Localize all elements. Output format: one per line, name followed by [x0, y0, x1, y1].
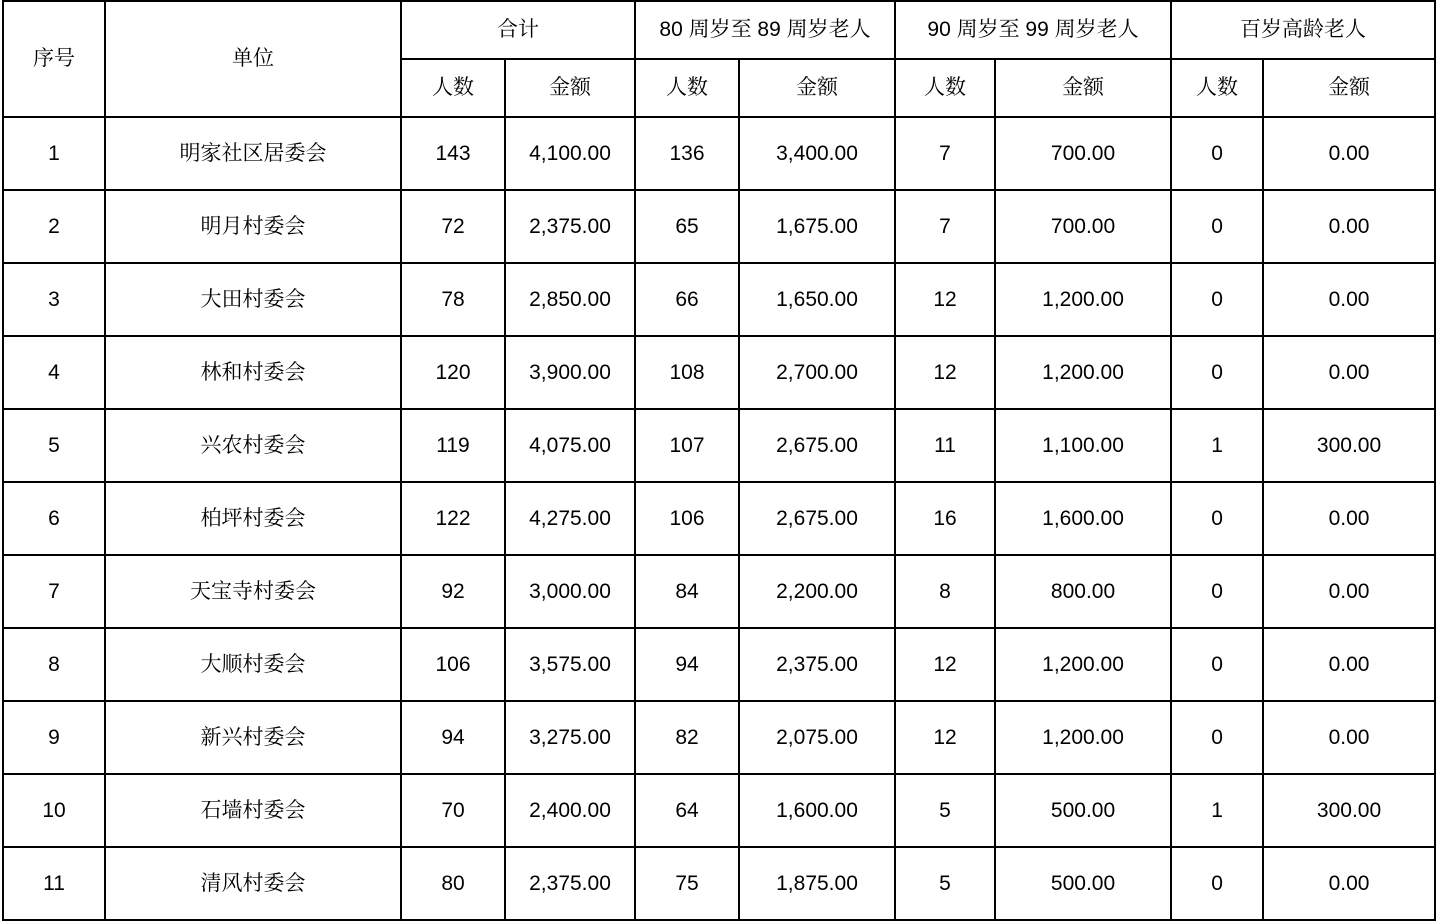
cell-80-89-amount: 2,700.00	[739, 336, 895, 409]
table-row	[3, 117, 1435, 190]
cell-90-99-people: 8	[895, 555, 995, 628]
cell-90-99-people: 7	[895, 117, 995, 190]
table-row	[3, 263, 1435, 336]
cell-unit: 新兴村委会	[105, 701, 401, 774]
cell-centenarian-amount: 0.00	[1263, 482, 1435, 555]
cell-unit: 大田村委会	[105, 263, 401, 336]
cell-seq: 10	[3, 774, 105, 847]
table-row	[3, 190, 1435, 263]
cell-80-89-amount: 1,650.00	[739, 263, 895, 336]
cell-unit: 兴农村委会	[105, 409, 401, 482]
cell-90-99-amount: 700.00	[995, 117, 1171, 190]
cell-80-89-people: 136	[635, 117, 739, 190]
cell-90-99-amount: 1,200.00	[995, 628, 1171, 701]
cell-unit: 大顺村委会	[105, 628, 401, 701]
cell-90-99-people: 12	[895, 701, 995, 774]
cell-90-99-people: 12	[895, 628, 995, 701]
table-row	[3, 701, 1435, 774]
cell-90-99-people: 11	[895, 409, 995, 482]
cell-80-89-amount: 2,200.00	[739, 555, 895, 628]
cell-80-89-people: 75	[635, 847, 739, 920]
header-group-90-99: 90 周岁至 99 周岁老人	[895, 1, 1171, 59]
cell-unit: 清风村委会	[105, 847, 401, 920]
cell-80-89-amount: 2,375.00	[739, 628, 895, 701]
cell-total-people: 72	[401, 190, 505, 263]
cell-90-99-amount: 1,200.00	[995, 336, 1171, 409]
cell-total-amount: 2,375.00	[505, 847, 635, 920]
cell-80-89-people: 94	[635, 628, 739, 701]
cell-centenarian-amount: 0.00	[1263, 555, 1435, 628]
cell-80-89-amount: 3,400.00	[739, 117, 895, 190]
cell-unit: 柏坪村委会	[105, 482, 401, 555]
cell-total-people: 106	[401, 628, 505, 701]
cell-centenarian-amount: 300.00	[1263, 409, 1435, 482]
cell-centenarian-people: 0	[1171, 336, 1263, 409]
cell-90-99-amount: 1,100.00	[995, 409, 1171, 482]
cell-total-people: 143	[401, 117, 505, 190]
cell-seq: 7	[3, 555, 105, 628]
cell-total-people: 119	[401, 409, 505, 482]
header-seq: 序号	[3, 1, 105, 117]
table-row	[3, 482, 1435, 555]
header-centenarian-amount: 金额	[1263, 59, 1435, 117]
cell-centenarian-people: 0	[1171, 482, 1263, 555]
cell-seq: 1	[3, 117, 105, 190]
cell-centenarian-people: 1	[1171, 409, 1263, 482]
cell-total-amount: 3,575.00	[505, 628, 635, 701]
table-row	[3, 555, 1435, 628]
header-group-centenarian: 百岁高龄老人	[1171, 1, 1435, 59]
cell-seq: 6	[3, 482, 105, 555]
cell-unit: 明月村委会	[105, 190, 401, 263]
cell-total-amount: 3,275.00	[505, 701, 635, 774]
cell-total-people: 92	[401, 555, 505, 628]
header-unit: 单位	[105, 1, 401, 117]
table-body	[3, 117, 1435, 920]
table-row	[3, 847, 1435, 920]
cell-80-89-amount: 2,675.00	[739, 409, 895, 482]
cell-seq: 2	[3, 190, 105, 263]
cell-seq: 11	[3, 847, 105, 920]
header-80-89-amount: 金额	[739, 59, 895, 117]
cell-total-people: 120	[401, 336, 505, 409]
cell-80-89-people: 107	[635, 409, 739, 482]
cell-seq: 4	[3, 336, 105, 409]
header-centenarian-people: 人数	[1171, 59, 1263, 117]
cell-centenarian-people: 0	[1171, 263, 1263, 336]
header-80-89-people: 人数	[635, 59, 739, 117]
cell-total-people: 70	[401, 774, 505, 847]
cell-90-99-amount: 800.00	[995, 555, 1171, 628]
cell-80-89-amount: 1,600.00	[739, 774, 895, 847]
cell-unit: 林和村委会	[105, 336, 401, 409]
cell-80-89-people: 64	[635, 774, 739, 847]
cell-centenarian-people: 0	[1171, 190, 1263, 263]
cell-centenarian-amount: 0.00	[1263, 263, 1435, 336]
cell-90-99-people: 12	[895, 336, 995, 409]
table-row	[3, 336, 1435, 409]
table-header	[3, 1, 1435, 117]
cell-90-99-people: 5	[895, 774, 995, 847]
header-90-99-people: 人数	[895, 59, 995, 117]
cell-80-89-amount: 1,675.00	[739, 190, 895, 263]
table-row	[3, 774, 1435, 847]
header-total-amount: 金额	[505, 59, 635, 117]
cell-80-89-amount: 1,875.00	[739, 847, 895, 920]
cell-centenarian-people: 0	[1171, 701, 1263, 774]
cell-90-99-amount: 1,600.00	[995, 482, 1171, 555]
cell-80-89-people: 82	[635, 701, 739, 774]
cell-90-99-people: 16	[895, 482, 995, 555]
cell-90-99-people: 5	[895, 847, 995, 920]
elderly-subsidy-table	[2, 0, 1436, 921]
cell-90-99-amount: 1,200.00	[995, 263, 1171, 336]
cell-centenarian-people: 1	[1171, 774, 1263, 847]
cell-80-89-people: 108	[635, 336, 739, 409]
cell-centenarian-people: 0	[1171, 847, 1263, 920]
cell-centenarian-amount: 0.00	[1263, 190, 1435, 263]
cell-80-89-people: 66	[635, 263, 739, 336]
cell-seq: 8	[3, 628, 105, 701]
cell-total-amount: 4,075.00	[505, 409, 635, 482]
cell-90-99-people: 12	[895, 263, 995, 336]
cell-total-people: 94	[401, 701, 505, 774]
cell-seq: 9	[3, 701, 105, 774]
cell-80-89-people: 106	[635, 482, 739, 555]
cell-total-amount: 2,400.00	[505, 774, 635, 847]
cell-centenarian-amount: 0.00	[1263, 117, 1435, 190]
cell-total-amount: 3,000.00	[505, 555, 635, 628]
cell-90-99-people: 7	[895, 190, 995, 263]
cell-centenarian-people: 0	[1171, 117, 1263, 190]
cell-90-99-amount: 700.00	[995, 190, 1171, 263]
cell-unit: 石墙村委会	[105, 774, 401, 847]
cell-90-99-amount: 500.00	[995, 847, 1171, 920]
cell-total-people: 78	[401, 263, 505, 336]
cell-centenarian-amount: 0.00	[1263, 701, 1435, 774]
table-row	[3, 409, 1435, 482]
cell-centenarian-people: 0	[1171, 555, 1263, 628]
cell-total-amount: 3,900.00	[505, 336, 635, 409]
cell-90-99-amount: 1,200.00	[995, 701, 1171, 774]
cell-total-amount: 2,850.00	[505, 263, 635, 336]
cell-unit: 天宝寺村委会	[105, 555, 401, 628]
header-group-total: 合计	[401, 1, 635, 59]
cell-80-89-people: 84	[635, 555, 739, 628]
cell-seq: 3	[3, 263, 105, 336]
cell-centenarian-amount: 0.00	[1263, 847, 1435, 920]
cell-seq: 5	[3, 409, 105, 482]
header-group-80-89: 80 周岁至 89 周岁老人	[635, 1, 895, 59]
cell-80-89-amount: 2,075.00	[739, 701, 895, 774]
cell-centenarian-amount: 0.00	[1263, 628, 1435, 701]
cell-80-89-people: 65	[635, 190, 739, 263]
cell-80-89-amount: 2,675.00	[739, 482, 895, 555]
header-total-people: 人数	[401, 59, 505, 117]
header-row-groups	[3, 1, 1435, 59]
header-90-99-amount: 金额	[995, 59, 1171, 117]
cell-centenarian-people: 0	[1171, 628, 1263, 701]
cell-total-amount: 4,275.00	[505, 482, 635, 555]
cell-total-amount: 2,375.00	[505, 190, 635, 263]
cell-unit: 明家社区居委会	[105, 117, 401, 190]
cell-90-99-amount: 500.00	[995, 774, 1171, 847]
cell-centenarian-amount: 0.00	[1263, 336, 1435, 409]
cell-total-amount: 4,100.00	[505, 117, 635, 190]
cell-total-people: 122	[401, 482, 505, 555]
cell-total-people: 80	[401, 847, 505, 920]
table-row	[3, 628, 1435, 701]
cell-centenarian-amount: 300.00	[1263, 774, 1435, 847]
